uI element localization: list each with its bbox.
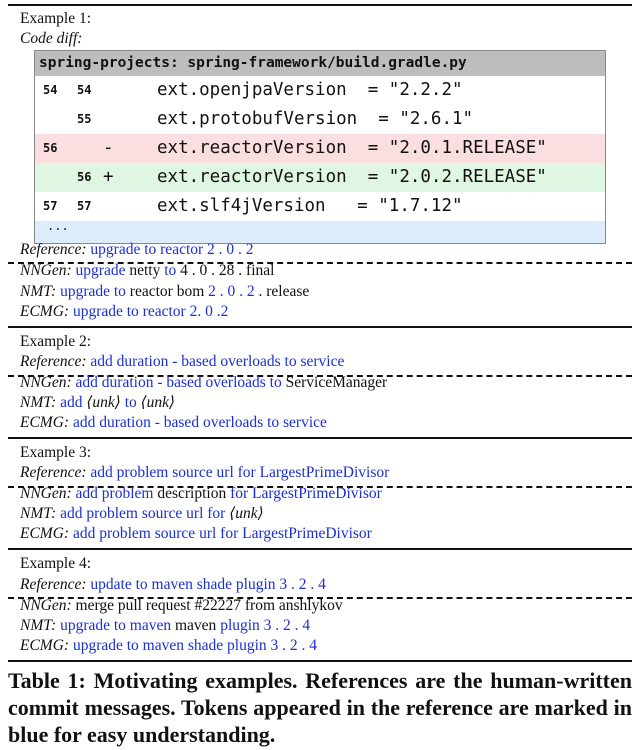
example-3-title: Example 3: [20, 444, 92, 461]
ex4-nngen [20, 596, 343, 616]
nngen-token: for LargestPrimeDivisor [230, 485, 382, 502]
example-2-title: Example 2: [20, 333, 92, 350]
table-top-rule [8, 4, 632, 6]
reference-text: add problem source url for LargestPrimeDivisor [90, 464, 390, 481]
ecmg-text: add duration - based overloads to service [72, 414, 327, 431]
ex2-reference [20, 352, 344, 372]
ex4-ecmg [20, 636, 317, 656]
code-diff-label: Code diff: [20, 30, 83, 47]
nmt-token: ⟨unk⟩ [136, 394, 176, 411]
ecmg-text: upgrade to reactor 2. 0 .2 [72, 303, 229, 320]
ex1-ecmg [20, 302, 228, 322]
nmt-token: 2 . 0 . 2 [208, 283, 255, 300]
ex1-bottom-rule [8, 326, 632, 328]
code-line [35, 105, 605, 134]
nngen-token: ServiceManager [281, 374, 388, 391]
ex3-nngen [20, 484, 382, 504]
nmt-token: upgrade to maven [60, 617, 172, 634]
ex2-nmt [20, 393, 175, 413]
nmt-token: to [124, 394, 137, 411]
table-caption: Table 1: Motivating examples. References are the human-written commit messages. Tokens appeared in the reference are marked in blue for easy understanding. [8, 668, 632, 747]
nngen-token: 4 . 0 . 28 . final [176, 262, 275, 279]
code-text: ext.slf4jVersion = "1.7.12" [157, 196, 463, 216]
nngen-token: description [153, 485, 231, 502]
nmt-token: ⟨unk⟩ [82, 394, 125, 411]
old-line-number: 54 [43, 83, 58, 97]
nngen-token: add problem [75, 485, 154, 502]
nngen-token: add duration - based overloads to [75, 374, 282, 391]
nmt-token: upgrade to [60, 283, 126, 300]
code-diff-rows [35, 76, 605, 243]
new-line-number: 55 [77, 112, 92, 126]
ex3-ecmg [20, 524, 372, 544]
ecmg-label: ECMG: [20, 637, 70, 654]
new-line-number: 57 [77, 199, 92, 213]
nmt-token: . release [254, 283, 310, 300]
nngen-label: NNGen: [20, 262, 72, 279]
example-4-title: Example 4: [20, 555, 92, 572]
ex2-ecmg [20, 413, 327, 433]
ex1-nngen [20, 261, 274, 281]
code-text: ext.reactorVersion = "2.0.1.RELEASE" [157, 138, 547, 158]
diff-sign: - [103, 138, 114, 158]
code-diff-header: spring-projects: spring-framework/build.gradle.py [35, 51, 605, 76]
nmt-label: NMT: [20, 283, 57, 300]
diff-sign: + [103, 167, 114, 187]
reference-label: Reference: [20, 353, 87, 370]
ex2-nngen [20, 373, 387, 393]
code-line [35, 134, 605, 163]
reference-label: Reference: [20, 464, 87, 481]
code-text: ext.openjpaVersion = "2.2.2" [157, 80, 463, 100]
code-text: ext.protobufVersion = "2.6.1" [157, 109, 474, 129]
ex4-nmt [20, 616, 310, 636]
nmt-token: plugin 3 . 2 . 4 [220, 617, 311, 634]
ecmg-label: ECMG: [20, 303, 70, 320]
ex4-reference [20, 575, 326, 595]
ex1-reference [20, 240, 254, 260]
new-line-number: 56 [77, 170, 92, 184]
reference-text: add duration - based overloads to service [90, 353, 345, 370]
ecmg-label: ECMG: [20, 414, 70, 431]
reference-text: update to maven shade plugin 3 . 2 . 4 [90, 576, 326, 593]
old-line-number: 56 [43, 141, 58, 155]
code-line [35, 163, 605, 192]
nmt-token: add [60, 394, 83, 411]
nngen-token: to [164, 262, 177, 279]
reference-label: Reference: [20, 241, 87, 258]
table-bottom-rule [8, 660, 632, 662]
ecmg-text: add problem source url for LargestPrimeDivisor [72, 525, 372, 542]
ex3-bottom-rule [8, 548, 632, 550]
example-1-title: Example 1: [20, 10, 92, 27]
nngen-text: merge pull request #22227 from anshlykov [75, 597, 343, 614]
nmt-label: NMT: [20, 617, 57, 634]
nmt-token: maven [171, 617, 221, 634]
nmt-label: NMT: [20, 394, 57, 411]
code-text: ext.reactorVersion = "2.0.2.RELEASE" [157, 167, 547, 187]
nngen-label: NNGen: [20, 597, 72, 614]
nngen-label: NNGen: [20, 485, 72, 502]
nmt-label: NMT: [20, 505, 57, 522]
nngen-token: netty [125, 262, 165, 279]
nmt-token: ⟨unk⟩ [225, 505, 264, 522]
nngen-token: upgrade [75, 262, 126, 279]
ecmg-text: upgrade to maven shade plugin 3 . 2 . 4 [72, 637, 318, 654]
reference-label: Reference: [20, 576, 87, 593]
code-diff-box [34, 50, 606, 244]
nmt-token: add problem source url for [60, 505, 226, 522]
old-line-number: ... [47, 219, 69, 233]
reference-text: upgrade to reactor 2 . 0 . 2 [90, 241, 254, 258]
old-line-number: 57 [43, 199, 58, 213]
ex3-reference [20, 463, 389, 483]
ex1-nmt [20, 282, 309, 302]
new-line-number: 54 [77, 83, 92, 97]
ex3-nmt [20, 504, 264, 524]
nmt-token: reactor bom [125, 283, 209, 300]
code-line [35, 192, 605, 221]
ecmg-label: ECMG: [20, 525, 70, 542]
code-line [35, 76, 605, 105]
ex2-bottom-rule [8, 437, 632, 439]
nngen-label: NNGen: [20, 374, 72, 391]
